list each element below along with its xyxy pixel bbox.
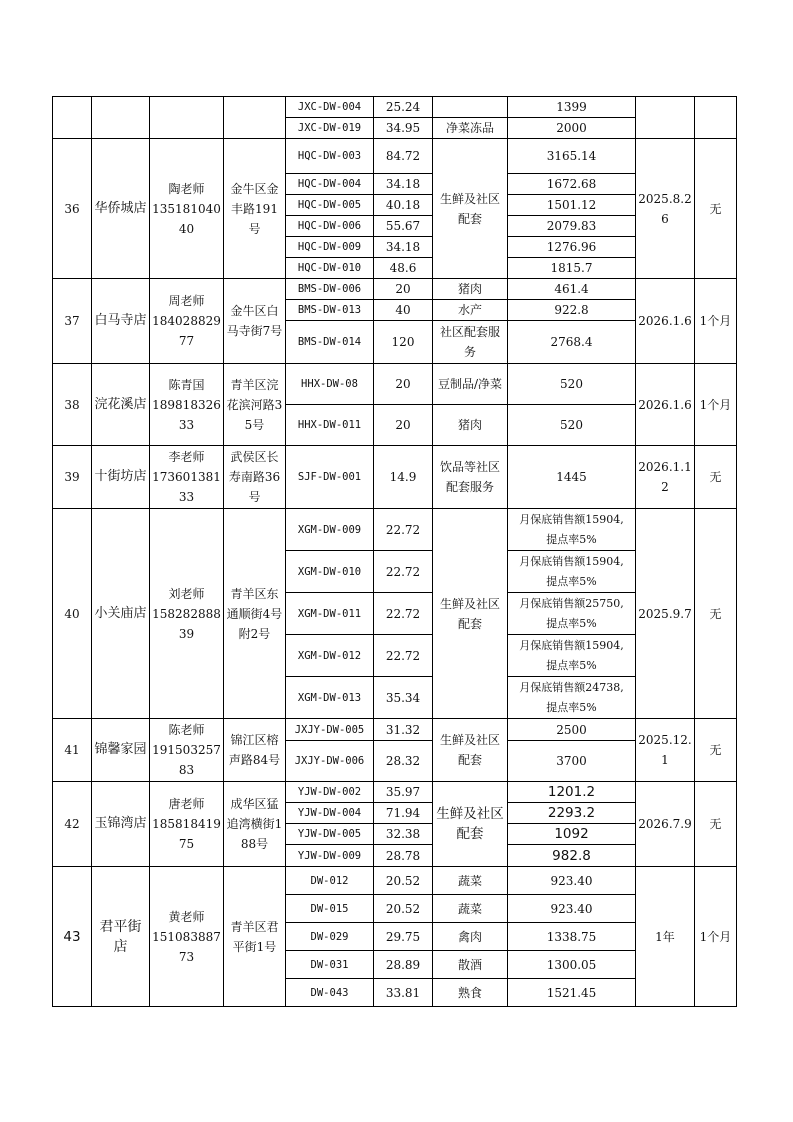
store-cell: 华侨城店 [92,139,150,279]
stall-area: 14.9 [374,446,433,509]
rent-cell: 1501.12 [508,195,636,216]
table-row [53,279,737,300]
contact-phone: 17360138133 [152,470,221,504]
rent-terms: 月保底销售额15904, [519,554,624,568]
number-cell: 41 [53,719,92,782]
stall-area: 22.72 [374,509,433,551]
free-period-cell: 无 [695,719,737,782]
stall-area: 84.72 [374,139,433,174]
free-period-cell: 无 [695,509,737,719]
contact-cell [150,782,224,867]
number-cell: 38 [53,364,92,446]
rent-terms: 月保底销售额15904, [519,638,624,652]
stall-code: YJW-DW-009 [286,845,374,867]
table-row [53,364,737,405]
stall-code: XGM-DW-012 [286,635,374,677]
stall-area: 28.78 [374,845,433,867]
rent-cell: 2500 [508,719,636,741]
stall-area: 33.81 [374,979,433,1007]
stall-code: YJW-DW-005 [286,824,374,845]
stall-code: JXJY-DW-006 [286,741,374,782]
stall-area: 20 [374,279,433,300]
stall-code: DW-012 [286,867,374,895]
store-cell [92,97,150,139]
stall-code: HQC-DW-003 [286,139,374,174]
address-cell: 锦江区榕声路84号 [224,719,286,782]
store-cell: 小关庙店 [92,509,150,719]
category-cell: 禽肉 [433,923,508,951]
contact-name: 李老师 [168,450,205,464]
stall-code: DW-043 [286,979,374,1007]
category-cell: 猪肉 [433,279,508,300]
commission-rate: 提点率5% [546,574,597,588]
rent-cell: 1092 [508,824,636,845]
rent-cell: 1201.2 [508,782,636,803]
table-row [53,446,737,509]
stall-code: HQC-DW-006 [286,216,374,237]
stall-area: 55.67 [374,216,433,237]
rent-cell: 461.4 [508,279,636,300]
stall-area: 28.32 [374,741,433,782]
rent-cell: 1521.45 [508,979,636,1007]
contact-cell [150,139,224,279]
table-row [53,867,737,895]
table-row [53,509,737,551]
number-cell: 40 [53,509,92,719]
address-cell: 青羊区浣花滨河路35号 [224,364,286,446]
date-cell: 2025.12.1 [636,719,695,782]
contact-phone: 15828288839 [152,606,221,641]
stall-area: 28.89 [374,951,433,979]
table-row [53,719,737,741]
store-cell: 玉锦湾店 [92,782,150,867]
stall-area: 34.95 [374,118,433,139]
address-cell: 青羊区君平街1号 [224,867,286,1007]
date-cell: 2026.1.6 [636,279,695,364]
stall-code: XGM-DW-009 [286,509,374,551]
contact-cell [150,97,224,139]
stall-area: 120 [374,321,433,364]
stall-area: 48.6 [374,258,433,279]
category-cell: 生鲜及社区配套 [433,719,508,782]
stall-code: BMS-DW-006 [286,279,374,300]
date-cell: 1年 [636,867,695,1007]
rent-cell: 2293.2 [508,803,636,824]
stall-code: HQC-DW-004 [286,174,374,195]
commission-rate: 提点率5% [546,532,597,546]
stall-code: XGM-DW-011 [286,593,374,635]
category-cell: 蔬菜 [433,867,508,895]
stall-code: XGM-DW-013 [286,677,374,719]
address-cell: 成华区猛追湾横街188号 [224,782,286,867]
contact-cell [150,719,224,782]
stall-code: HQC-DW-010 [286,258,374,279]
free-period-cell: 无 [695,139,737,279]
contact-name: 陈青国 [168,377,205,392]
free-period-cell: 1个月 [695,867,737,1007]
number-cell: 39 [53,446,92,509]
stall-area: 20 [374,364,433,405]
stall-area: 34.18 [374,174,433,195]
contact-cell [150,364,224,446]
rent-cell: 1276.96 [508,237,636,258]
stall-code: YJW-DW-002 [286,782,374,803]
stall-code: JXC-DW-004 [286,97,374,118]
date-cell: 2026.1.12 [636,446,695,509]
category-cell: 猪肉 [433,405,508,446]
contact-cell [150,279,224,364]
stall-area: 22.72 [374,635,433,677]
stall-code: HQC-DW-009 [286,237,374,258]
rent-cell: 923.40 [508,867,636,895]
free-period-cell [695,97,737,139]
contact-phone: 18402882977 [152,314,221,348]
rent-cell [508,635,636,677]
address-cell: 金牛区白马寺街7号 [224,279,286,364]
contact-phone: 19150325783 [152,743,221,777]
stall-area: 35.97 [374,782,433,803]
category-cell: 水产 [433,300,508,321]
contact-cell [150,867,224,1007]
stall-code: JXC-DW-019 [286,118,374,139]
contact-cell [150,446,224,509]
stall-code: BMS-DW-014 [286,321,374,364]
stall-area: 40.18 [374,195,433,216]
number-cell: 43 [53,867,92,1007]
store-cell: 十街坊店 [92,446,150,509]
stall-area: 20 [374,405,433,446]
table-row [53,782,737,803]
stall-code: XGM-DW-010 [286,551,374,593]
store-cell: 白马寺店 [92,279,150,364]
rent-terms: 月保底销售额25750, [519,596,624,610]
rent-cell: 2000 [508,118,636,139]
stall-code: JXJY-DW-005 [286,719,374,741]
free-period-cell: 无 [695,782,737,867]
rent-cell: 520 [508,364,636,405]
stall-code: HHX-DW-011 [286,405,374,446]
rent-terms: 月保底销售额24738, [519,680,624,694]
contact-phone: 13518104040 [152,201,221,236]
commission-rate: 提点率5% [546,616,597,630]
rent-cell: 982.8 [508,845,636,867]
stall-area: 20.52 [374,867,433,895]
stall-code: BMS-DW-013 [286,300,374,321]
rent-cell: 3165.14 [508,139,636,174]
rent-cell: 1672.68 [508,174,636,195]
date-cell: 2026.7.9 [636,782,695,867]
stall-code: YJW-DW-004 [286,803,374,824]
category-cell: 饮品等社区配套服务 [433,446,508,509]
rent-cell: 1300.05 [508,951,636,979]
rent-cell: 520 [508,405,636,446]
number-cell: 42 [53,782,92,867]
contact-name: 刘老师 [168,586,205,601]
contact-name: 唐老师 [168,797,205,811]
store-cell: 浣花溪店 [92,364,150,446]
table-row [53,97,737,118]
stall-code: DW-031 [286,951,374,979]
rent-cell: 922.8 [508,300,636,321]
stall-area: 25.24 [374,97,433,118]
store-cell: 锦馨家园 [92,719,150,782]
contact-name: 周老师 [168,294,205,308]
date-cell: 2026.1.6 [636,364,695,446]
rent-terms: 月保底销售额15904, [519,512,624,526]
category-cell: 生鲜及社区配套 [433,139,508,279]
category-cell: 散酒 [433,951,508,979]
commission-rate: 提点率5% [546,700,597,714]
stall-area: 22.72 [374,593,433,635]
stall-rental-table [52,96,737,1007]
commission-rate: 提点率5% [546,658,597,672]
contact-phone: 18981832633 [152,397,221,432]
rent-cell [508,677,636,719]
stall-code: HQC-DW-005 [286,195,374,216]
rent-cell: 2079.83 [508,216,636,237]
category-cell [433,97,508,118]
stall-code: DW-029 [286,923,374,951]
category-cell: 蔬菜 [433,895,508,923]
address-cell [224,97,286,139]
rent-cell: 1399 [508,97,636,118]
rent-cell [508,509,636,551]
stall-area: 20.52 [374,895,433,923]
contact-phone: 15108388773 [152,929,221,964]
stall-code: SJF-DW-001 [286,446,374,509]
category-cell: 社区配套服务 [433,321,508,364]
rent-cell [508,551,636,593]
address-cell: 武侯区长寿南路36号 [224,446,286,509]
stall-area: 31.32 [374,719,433,741]
free-period-cell: 1个月 [695,279,737,364]
category-cell: 净菜冻品 [433,118,508,139]
rent-cell: 2768.4 [508,321,636,364]
stall-code: DW-015 [286,895,374,923]
stall-area: 29.75 [374,923,433,951]
contact-phone: 18581841975 [152,817,221,851]
stall-area: 34.18 [374,237,433,258]
stall-area: 35.34 [374,677,433,719]
contact-name: 陈老师 [168,723,205,737]
rent-cell [508,593,636,635]
rent-cell: 1338.75 [508,923,636,951]
number-cell [53,97,92,139]
free-period-cell: 1个月 [695,364,737,446]
store-cell: 君平街店 [92,867,150,1007]
stall-area: 32.38 [374,824,433,845]
address-cell: 金牛区金丰路191号 [224,139,286,279]
stall-area: 40 [374,300,433,321]
category-cell: 生鲜及社区配套 [433,509,508,719]
contact-name: 陶老师 [168,181,205,196]
date-cell [636,97,695,139]
table-row [53,139,737,174]
address-cell: 青羊区东通顺街4号附2号 [224,509,286,719]
contact-name: 黄老师 [168,909,205,924]
rent-cell: 923.40 [508,895,636,923]
date-cell: 2025.8.26 [636,139,695,279]
rent-cell: 3700 [508,741,636,782]
free-period-cell: 无 [695,446,737,509]
contact-cell [150,509,224,719]
number-cell: 36 [53,139,92,279]
category-cell: 生鲜及社区配套 [433,782,508,867]
number-cell: 37 [53,279,92,364]
date-cell: 2025.9.7 [636,509,695,719]
stall-area: 71.94 [374,803,433,824]
stall-code: HHX-DW-08 [286,364,374,405]
rent-cell: 1445 [508,446,636,509]
rent-cell: 1815.7 [508,258,636,279]
category-cell: 熟食 [433,979,508,1007]
category-cell: 豆制品/净菜 [433,364,508,405]
stall-area: 22.72 [374,551,433,593]
